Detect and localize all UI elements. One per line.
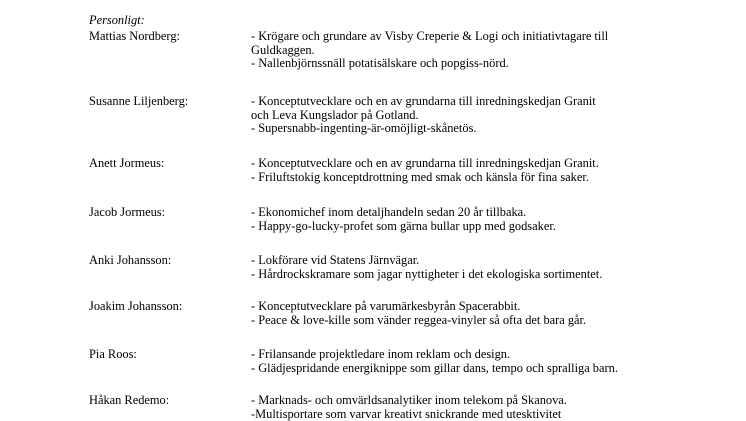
description-line: Guldkaggen. — [251, 42, 315, 57]
section-heading: Personligt: — [89, 13, 145, 27]
description-line: och Leva Kungslador på Gotland. — [251, 107, 419, 122]
person-name: Jacob Jormeus: — [89, 205, 166, 219]
description-line: - Peace & love-kille som vänder reggea-vinyler så ofta det bara går. — [251, 312, 587, 327]
person-description — [251, 206, 711, 233]
person-name: Susanne Liljenberg: — [89, 94, 189, 108]
description-line: - Lokförare vid Statens Järnvägar. — [251, 253, 420, 267]
description-line: - Konceptutvecklare och en av grundarna till inredningskedjan Granit — [251, 94, 596, 108]
description-line: - Friluftstokig konceptdrottning med smak och känsla för fina saker. — [251, 169, 589, 184]
person-name: Joakim Johansson: — [89, 299, 183, 313]
person-description — [251, 300, 711, 327]
description-line: - Nallenbjörnssnäll potatisälskare och popgiss-nörd. — [251, 56, 509, 71]
person-description — [251, 95, 711, 136]
person-description — [251, 30, 711, 71]
description-line: - Ekonomichef inom detaljhandeln sedan 20 år tillbaka. — [251, 205, 527, 219]
description-line: - Frilansande projektledare inom reklam och design. — [251, 347, 511, 361]
description-line: - Marknads- och omvärldsanalytiker inom telekom på Skanova. — [251, 393, 567, 407]
person-description — [251, 254, 711, 281]
person-name: Pia Roos: — [89, 347, 137, 361]
person-name: Anett Jormeus: — [89, 156, 165, 170]
person-name: Anki Johansson: — [89, 253, 172, 267]
description-line: - Krögare och grundare av Visby Creperie & Logi och initiativtagare till — [251, 29, 609, 43]
description-line: - Konceptutvecklare och en av grundarna till inredningskedjan Granit. — [251, 156, 599, 170]
description-line: - Hårdrockskramare som jagar nyttigheter i det ekologiska sortimentet. — [251, 266, 603, 281]
person-description — [251, 157, 711, 184]
person-description — [251, 394, 711, 421]
description-line: - Glädjespridande energiknippe som gillar dans, tempo och spralliga barn. — [251, 360, 618, 375]
person-name: Håkan Redemo: — [89, 393, 170, 407]
description-line: - Supersnabb-ingenting-är-omöjligt-skånetös. — [251, 121, 477, 136]
person-description — [251, 348, 711, 375]
description-line: -Multisportare som varvar kreativt snickrande med utesktivitet — [251, 406, 562, 421]
description-line: - Happy-go-lucky-profet som gärna bullar upp med godsaker. — [251, 218, 556, 233]
person-name: Mattias Nordberg: — [89, 29, 180, 43]
description-line: - Konceptutvecklare på varumärkesbyrån Spacerabbit. — [251, 299, 521, 313]
